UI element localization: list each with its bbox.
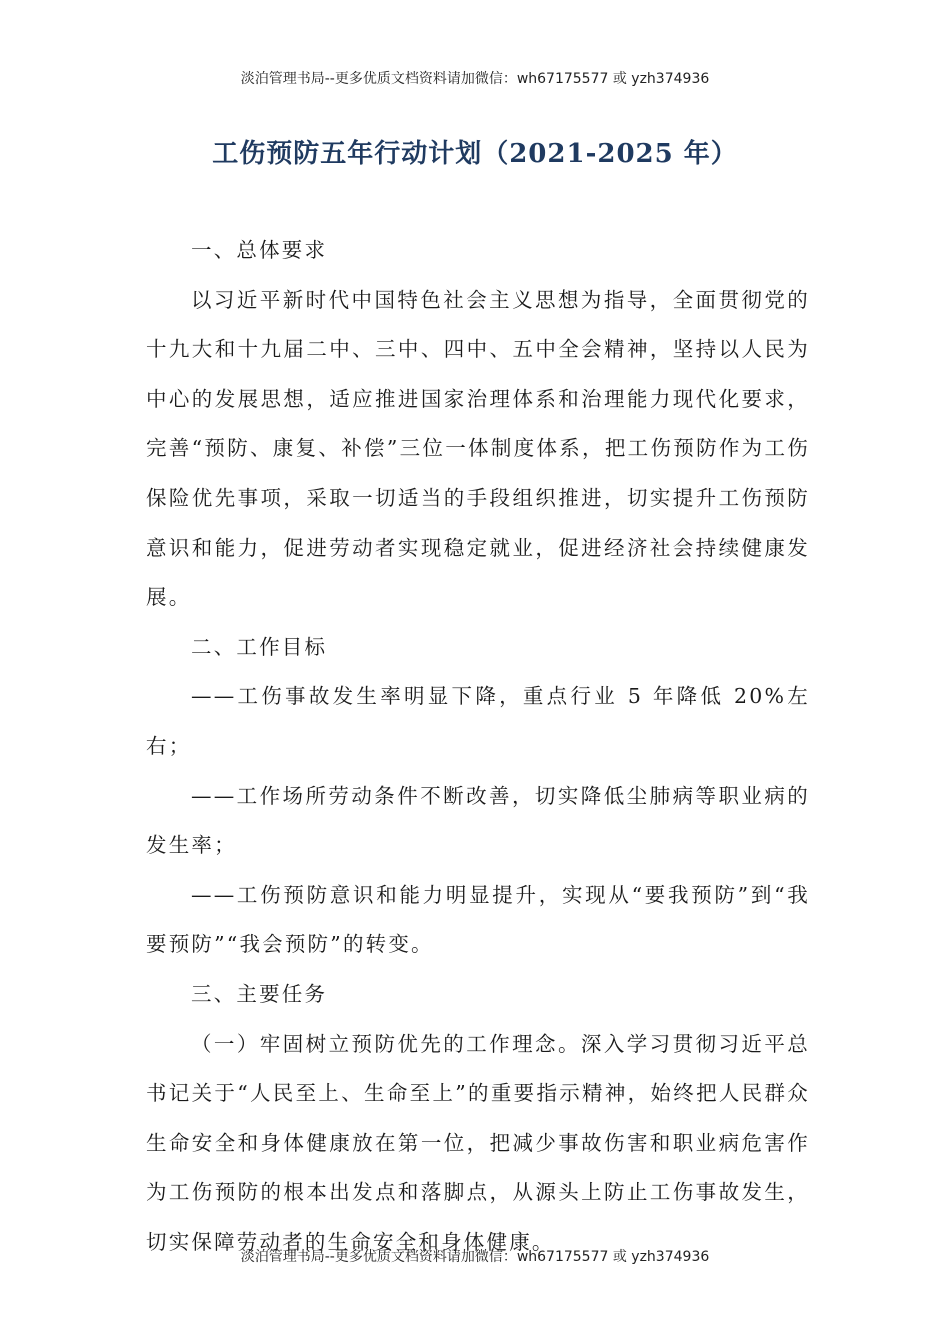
section-heading-work-goals: 二、工作目标 xyxy=(191,634,328,659)
paragraph-task-one: （一）牢固树立预防优先的工作理念。深入学习贯彻习近平总书记关于“人民至上、生命至上”的重要指示精神，始终把人民群众生命安全和身体健康放在第一位，把减少事故伤害和职业病危害作为工伤预防的根本出发点和落脚点，从源头上防止工伤事故发生，切实保障劳动者的生命安全和身体健康。 xyxy=(146,1031,810,1254)
goal-item-prevention-awareness: ——工伤预防意识和能力明显提升，实现从“要我预防”到“我要预防”“我会预防”的转变。 xyxy=(146,882,810,957)
section-heading-general-requirements: 一、总体要求 xyxy=(191,238,328,262)
document-body xyxy=(146,226,810,1267)
paragraph-general-requirements: 以习近平新时代中国特色社会主义思想为指导，全面贯彻党的十九大和十九届二中、三中、四中、五中全会精神，坚持以人民为中心的发展思想，适应推进国家治理体系和治理能力现代化要求，完善“预防、康复、补偿”三位一体制度体系，把工伤预防作为工伤保险优先事项，采取一切适当的手段组织推进，切实提升工伤预防意识和能力，促进劳动者实现稳定就业，促进经济社会持续健康发展。 xyxy=(146,287,810,610)
goal-item-working-conditions: ——工作场所劳动条件不断改善，切实降低尘肺病等职业病的发生率； xyxy=(146,783,810,858)
goal-item-accident-rate: ——工伤事故发生率明显下降，重点行业 5 年降低 20%左右； xyxy=(146,684,810,758)
footer-watermark-note: 淡泊管理书局--更多优质文档资料请加微信：wh67175577 或 yzh374936 xyxy=(240,1249,710,1265)
header-watermark-note: 淡泊管理书局--更多优质文档资料请加微信：wh67175577 或 yzh374936 xyxy=(240,71,710,87)
section-heading-main-tasks: 三、主要任务 xyxy=(191,981,328,1006)
document-title: 工伤预防五年行动计划（2021-2025 年） xyxy=(212,139,738,169)
